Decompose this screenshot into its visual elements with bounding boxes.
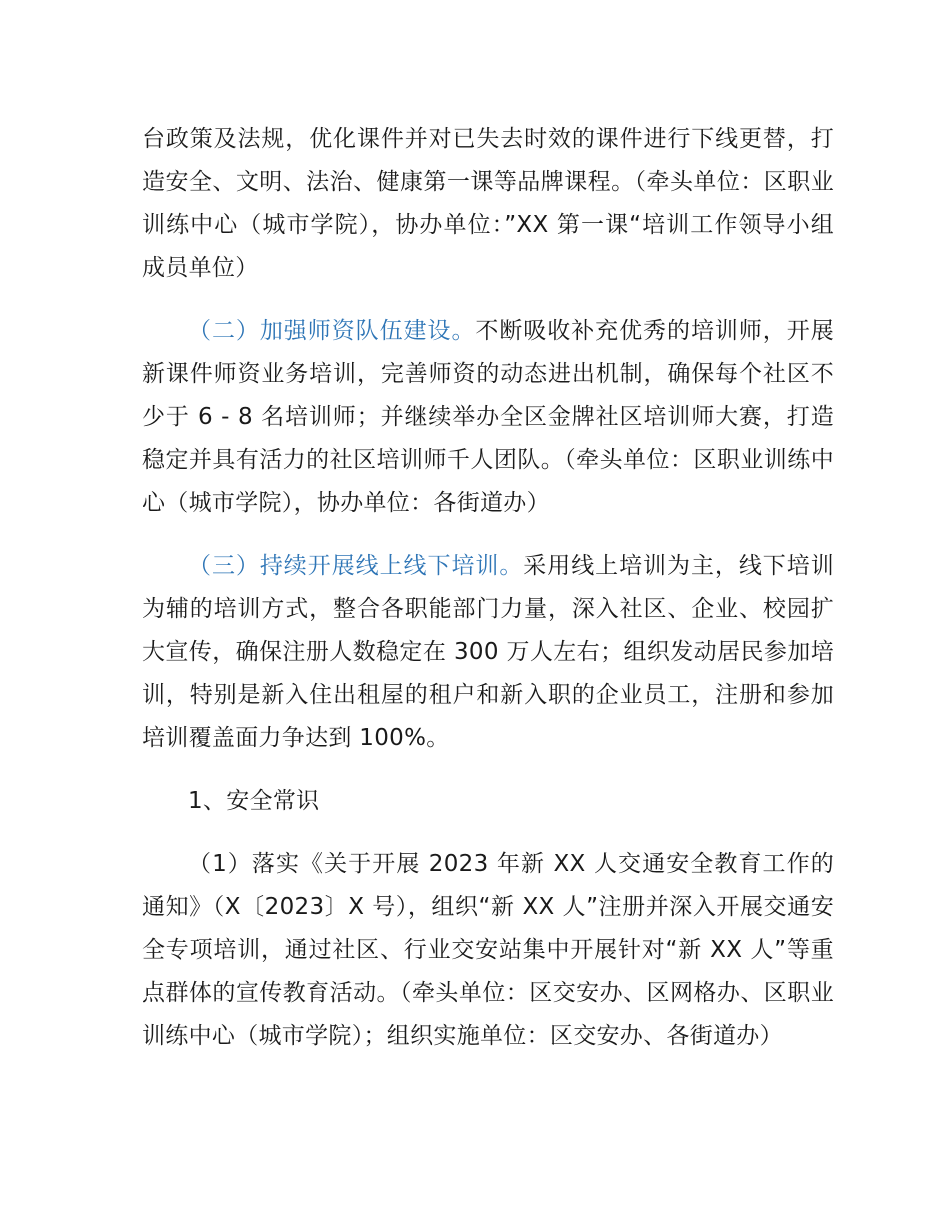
paragraph-online-offline-training xyxy=(142,545,834,760)
section-heading-online-offline: （三）持续开展线上线下培训。 xyxy=(188,553,524,579)
paragraph-traffic-safety: （1）落实《关于开展 2023 年新 XX 人交通安全教育工作的通知》（X〔2023〕X 号），组织“新 XX 人”注册并深入开展交通安全专项培训，通过社区、行业交安站集中开展针对“新 XX 人”等重点群体的宣传教育活动。（牵头单位：区交安办、区网格办、区职业训练中心（城市学院）；组织实施单位：区交安办、各街道办） xyxy=(142,851,834,1049)
section-heading-teacher-team: （二）加强师资队伍建设。 xyxy=(188,318,476,344)
paragraph-teacher-team xyxy=(142,310,834,525)
section-body-online-offline: 采用线上培训为主，线下培训为辅的培训方式，整合各职能部门力量，深入社区、企业、校园扩大宣传，确保注册人数稳定在 300 万人左右；组织发动居民参加培训，特别是新入住出租屋的租户和新入职的企业员工，注册和参加培训覆盖面力争达到 100%。 xyxy=(142,553,834,751)
section-body-teacher-team: 不断吸收补充优秀的培训师，开展新课件师资业务培训，完善师资的动态进出机制，确保每个社区不少于 6 - 8 名培训师；并继续举办全区金牌社区培训师大赛，打造稳定并具有活力的社区培训师千人团队。（牵头单位：区职业训练中心（城市学院），协办单位：各街道办） xyxy=(142,318,835,516)
document-page xyxy=(142,118,834,1078)
subheading-safety-knowledge: 1、安全常识 xyxy=(188,788,320,814)
paragraph-policy-update: 台政策及法规，优化课件并对已失去时效的课件进行下线更替，打造安全、文明、法治、健康第一课等品牌课程。（牵头单位：区职业训练中心（城市学院），协办单位：”XX 第一课“培训工作领导小组成员单位） xyxy=(142,126,834,281)
